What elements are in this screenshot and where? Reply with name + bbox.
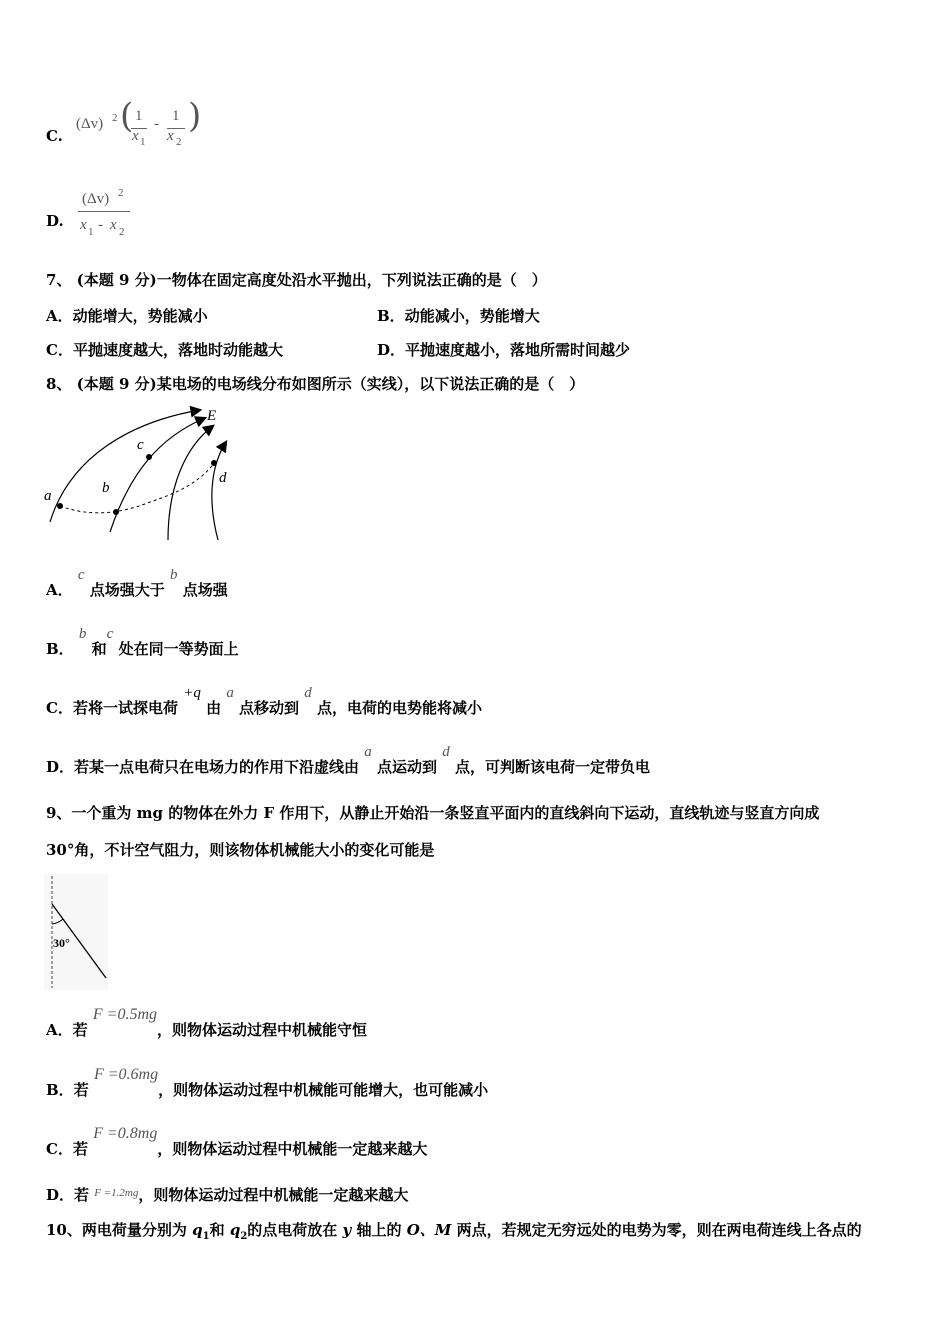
- var-b: b: [170, 567, 178, 583]
- var-a: a: [364, 744, 372, 760]
- formula: F =0.6mg: [93, 1066, 159, 1083]
- option-pre: 若: [72, 1021, 88, 1039]
- formula: F =0.8mg: [93, 1125, 158, 1142]
- minus: -: [98, 217, 103, 233]
- formula: F =1.2mg: [94, 1187, 139, 1199]
- option-text: 点移动到: [239, 699, 300, 717]
- electric-field-figure: [40, 402, 240, 547]
- var-d: d: [442, 744, 450, 760]
- option-text: 点，电荷的电势能将减小: [317, 699, 483, 717]
- label-b: b: [102, 480, 110, 496]
- label-E: E: [207, 408, 217, 424]
- num2: 1: [172, 108, 180, 124]
- option-pre: 若: [73, 1081, 89, 1099]
- var-c: c: [77, 567, 85, 583]
- option-label: C.: [46, 127, 63, 145]
- paren-right: ): [188, 96, 202, 136]
- dashed-path: [60, 462, 215, 513]
- option-text: 点，可判断该电荷一定带负电: [454, 758, 650, 776]
- q9-option-b: [46, 1066, 489, 1101]
- delta-v: (Δv): [82, 191, 110, 207]
- sub1: 1: [88, 226, 94, 238]
- points-OM: O、M: [406, 1221, 452, 1239]
- formula: F =0.5mg: [92, 1006, 158, 1023]
- sub2: 2: [119, 226, 125, 238]
- q9-stem-line1: 9、一个重为 mg 的物体在外力 F 作用下，从静止开始沿一条竖直平面内的直线斜向下运动，直线轨迹与竖直方向成: [46, 804, 820, 822]
- paren-left: (: [120, 96, 134, 136]
- q9-option-d: [46, 1185, 408, 1207]
- option-text: 和: [91, 640, 107, 658]
- option-label: C．: [46, 699, 73, 717]
- var-c: c: [106, 626, 114, 642]
- label-c: c: [137, 437, 144, 453]
- q8-stem: 8、 (本题 9 分)某电场的电场线分布如图所示（实线），以下说法正确的是（ ）: [46, 375, 585, 393]
- option-text: 动能增大，势能减小: [72, 307, 208, 325]
- stem-part: 轴上的: [351, 1221, 407, 1239]
- option-text: ，则物体运动过程中机械能一定越来越大: [138, 1186, 409, 1204]
- point-b: [113, 509, 119, 515]
- field-line-1: [50, 410, 200, 522]
- stem-part: 两点，若规定无穷远处的电势为零，则在两电荷连线上各点的: [451, 1221, 862, 1239]
- option-label: A．: [46, 1021, 73, 1039]
- q1-subscript: 1: [202, 1231, 210, 1242]
- sub1: 1: [140, 136, 146, 148]
- option-label: D．: [377, 341, 406, 359]
- stem-part: 的点电荷放在: [247, 1221, 343, 1239]
- var-q1: q: [192, 1221, 203, 1239]
- var-d: d: [304, 685, 312, 701]
- x2: x: [110, 217, 117, 233]
- den2: x: [167, 128, 174, 144]
- q9-stem-line2: 30°角，不计空气阻力，则该物体机械能大小的变化可能是: [46, 841, 435, 859]
- option-text: 处在同一等势面上: [118, 640, 239, 658]
- point-c: [146, 454, 152, 460]
- angle-label: 30°: [53, 936, 70, 950]
- q2-subscript: 2: [240, 1231, 248, 1242]
- option-text: ，则物体运动过程中机械能一定越来越大: [157, 1140, 428, 1158]
- field-line-3: [168, 426, 213, 540]
- num1: 1: [135, 108, 143, 124]
- option-label: B．: [46, 640, 74, 658]
- formula-c: [76, 96, 236, 158]
- option-text: 动能减小，势能增大: [404, 307, 540, 325]
- point-a: [57, 503, 63, 509]
- option-pre: 若: [74, 1186, 90, 1204]
- point-d: [211, 460, 217, 466]
- option-label: A．: [46, 581, 73, 599]
- x1: x: [80, 217, 87, 233]
- den1: x: [132, 128, 139, 144]
- q7-option-b: [377, 306, 540, 326]
- q6-option-c: [46, 96, 202, 148]
- q7-option-c: [46, 340, 283, 360]
- frac-bar: [78, 211, 130, 212]
- q9-option-a: [46, 1006, 368, 1041]
- q10-stem: [46, 1220, 862, 1247]
- q8-option-c: [46, 685, 483, 719]
- option-text: ，则物体运动过程中机械能守恒: [157, 1021, 368, 1039]
- option-label: C．: [46, 341, 73, 359]
- field-line-4: [212, 442, 226, 540]
- option-text: 点场强: [182, 581, 228, 599]
- label-d: d: [219, 470, 227, 486]
- option-label: D.: [46, 212, 64, 230]
- option-label: D．: [46, 758, 75, 776]
- var-y: y: [342, 1221, 352, 1239]
- option-text: 平抛速度越小，落地所需时间越少: [405, 341, 631, 359]
- option-text: 若将一试探电荷: [72, 699, 178, 717]
- q9-option-c: [46, 1125, 428, 1160]
- option-text: ，则物体运动过程中机械能可能增大，也可能减小: [158, 1081, 489, 1099]
- q7-option-a: [46, 306, 208, 326]
- exponent: 2: [118, 187, 124, 199]
- label-a: a: [44, 488, 52, 504]
- minus: -: [154, 116, 159, 132]
- option-label: D．: [46, 1186, 75, 1204]
- option-text: 若某一点电荷只在电场力的作用下沿虚线由: [74, 758, 360, 776]
- option-label: B．: [377, 307, 405, 325]
- option-text: 点运动到: [377, 758, 438, 776]
- stem-part: 10、两电荷量分别为: [46, 1221, 193, 1239]
- option-pre: 若: [72, 1140, 88, 1158]
- option-label: B．: [46, 1081, 74, 1099]
- option-text: 平抛速度越大，落地时动能越大: [72, 341, 283, 359]
- q8-option-a: [46, 567, 228, 601]
- sub2: 2: [176, 136, 182, 148]
- var-plus-q: +q: [183, 685, 201, 701]
- option-text: 由: [206, 699, 222, 717]
- exponent: 2: [112, 112, 118, 124]
- q7-option-d: [377, 340, 630, 360]
- var-b: b: [78, 626, 87, 642]
- option-text: 点场强大于: [89, 581, 165, 599]
- q8-option-d: [46, 744, 650, 778]
- delta-v: (Δv): [76, 116, 104, 132]
- q7-stem: 7、 (本题 9 分)一物体在固定高度处沿水平抛出，下列说法正确的是（ ）: [46, 271, 547, 289]
- q6-option-d: [46, 187, 125, 238]
- formula-d: [78, 185, 178, 245]
- var-q2: q: [229, 1221, 241, 1239]
- option-label: A．: [46, 307, 73, 325]
- option-label: C．: [46, 1140, 73, 1158]
- figure-background: [44, 874, 108, 990]
- q8-option-b: [46, 626, 239, 660]
- var-a: a: [226, 685, 234, 701]
- stem-part: 和: [209, 1221, 230, 1239]
- incline-figure: [44, 874, 108, 990]
